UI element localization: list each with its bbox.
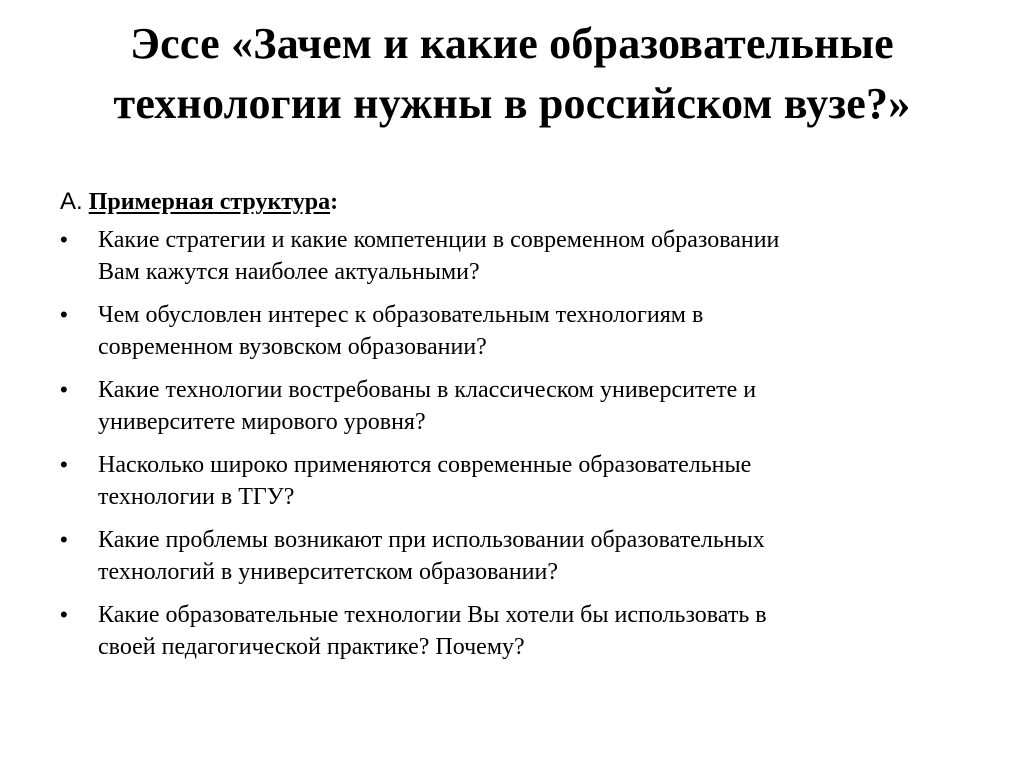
list-item-line-2: современном вузовском образовании? bbox=[98, 334, 487, 360]
list-item bbox=[60, 374, 960, 438]
bullet-icon: • bbox=[60, 302, 68, 327]
slide-title bbox=[40, 14, 984, 134]
list-item-line-1: Какие технологии востребованы в классическом университете и bbox=[98, 377, 757, 403]
bullet-icon: • bbox=[60, 527, 68, 552]
list-item-line-1: Какие стратегии и какие компетенции в современном образовании bbox=[98, 227, 780, 253]
list-item-line-2: технологий в университетском образовании? bbox=[98, 559, 559, 585]
list-item bbox=[60, 449, 960, 513]
bullet-icon: • bbox=[60, 377, 68, 402]
list-item-line-1: Чем обусловлен интерес к образовательным технологиям в bbox=[98, 302, 704, 328]
list-item-line-1: Какие образовательные технологии Вы хотели бы использовать в bbox=[98, 602, 767, 628]
question-list bbox=[60, 224, 960, 663]
section-heading-colon: : bbox=[330, 189, 339, 215]
list-item-line-1: Насколько широко применяются современные образовательные bbox=[98, 452, 752, 478]
section-letter: А. bbox=[60, 188, 83, 215]
section-heading-text: Примерная структура bbox=[88, 189, 331, 215]
slide-title-line-1: Эссе «Зачем и какие образовательные bbox=[130, 19, 894, 68]
section-heading bbox=[60, 186, 960, 218]
list-item-line-1: Какие проблемы возникают при использовании образовательных bbox=[98, 527, 765, 553]
list-item-line-2: университете мирового уровня? bbox=[98, 409, 426, 435]
list-item bbox=[60, 599, 960, 663]
list-item bbox=[60, 224, 960, 288]
bullet-icon: • bbox=[60, 452, 68, 477]
list-item-line-2: Вам кажутся наиболее актуальными? bbox=[98, 259, 480, 285]
slide-content bbox=[60, 186, 960, 674]
list-item-line-2: своей педагогической практике? Почему? bbox=[98, 634, 525, 660]
slide-title-line-2: технологии нужны в российском вузе?» bbox=[113, 79, 911, 128]
list-item bbox=[60, 299, 960, 363]
bullet-icon: • bbox=[60, 602, 68, 627]
list-item bbox=[60, 524, 960, 588]
bullet-icon: • bbox=[60, 227, 68, 252]
list-item-line-2: технологии в ТГУ? bbox=[98, 484, 295, 510]
